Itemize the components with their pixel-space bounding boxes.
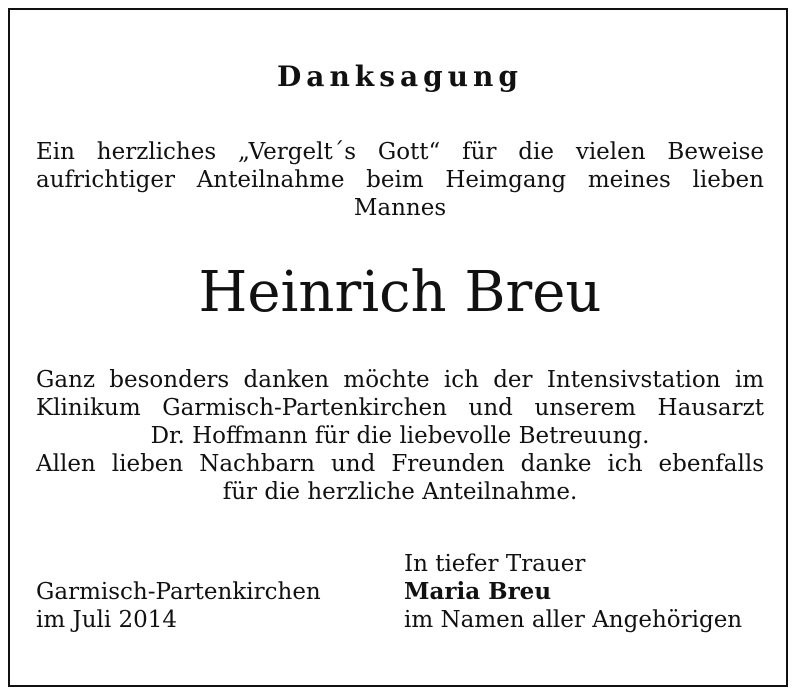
intro-line-2: aufrichtiger Anteilnahme beim Heimgang meines lieben — [36, 167, 764, 193]
mourning-text: In tiefer Trauer — [404, 551, 586, 577]
signature-block — [404, 550, 742, 634]
thanks-line-1: Ganz besonders danken möchte ich der Intensivstation im — [36, 367, 764, 393]
family-text: im Namen aller Angehörigen — [404, 607, 743, 633]
notice-heading: Danksagung — [277, 60, 523, 93]
thanks-paragraph — [36, 366, 764, 506]
thanks-line-4: Allen lieben Nachbarn und Freunden danke ich ebenfalls — [36, 451, 764, 477]
thanks-line-5: für die herzliche Anteilnahme. — [222, 479, 578, 505]
date-text: im Juli 2014 — [36, 607, 178, 633]
intro-paragraph — [36, 138, 764, 222]
signatory-name: Maria Breu — [404, 578, 552, 605]
thanks-line-3: Dr. Hoffmann für die liebevolle Betreuung. — [150, 423, 650, 449]
place-date-block — [36, 578, 321, 634]
deceased-name: Heinrich Breu — [198, 260, 602, 325]
place-text: Garmisch-Partenkirchen — [36, 579, 321, 605]
thanks-line-2: Klinikum Garmisch-Partenkirchen und unserem Hausarzt — [36, 395, 764, 421]
intro-line-1: Ein herzliches „Vergelt´s Gott“ für die vielen Beweise — [36, 139, 764, 165]
intro-line-3: Mannes — [353, 195, 447, 221]
